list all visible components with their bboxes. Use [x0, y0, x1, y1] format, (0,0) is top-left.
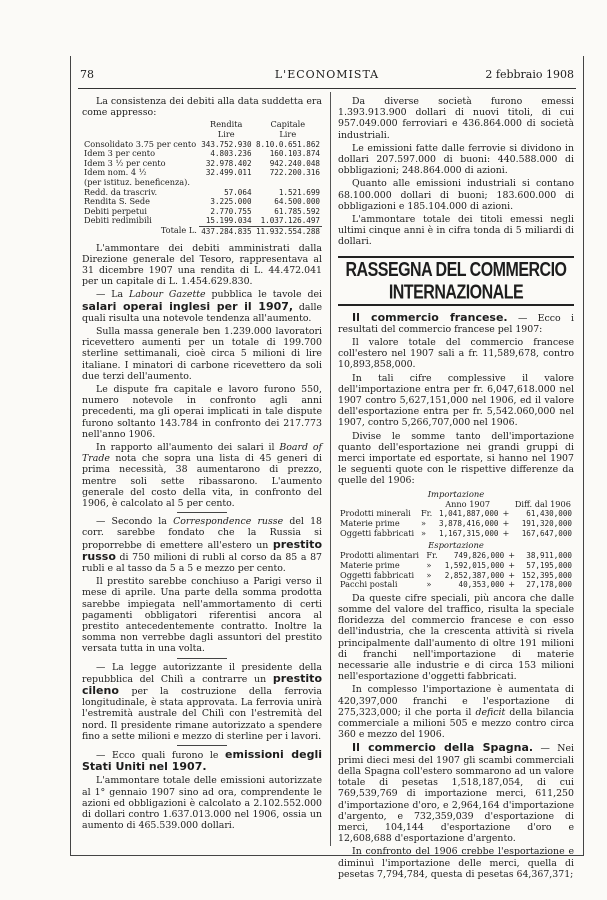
paragraph: L'ammontare totale delle emissioni autorizzate al 1° gennaio 1907 sino ad ora, comprendente le azioni ed obbligazioni è calcolato a 2.102.552.000 di dollari contro 1.637.013.000 nel 1906, ossia un aumento di 465.539.000 dollari. — [82, 775, 322, 832]
spain-commerce-heading: Il commercio della Spagna. — [352, 741, 534, 755]
paragraph: Da queste cifre speciali, più ancora che dalle somme del valore del traffico, risulta la speciale floridezza del commercio francese e con esso dell'industria, che la crescenta attività si rivela principalmente dall'aumento di oltre 191 milioni di franchi nell'importazione di materie necessarie alle industrie e di circa 153 milioni nell'esportazione d'oggetti fabbricati. — [338, 592, 574, 683]
column-divider — [330, 92, 331, 846]
paragraph: In complesso l'importazione è aumentata di 420,397,000 franchi e l'esportazione di 275,323,000; il che porta il deficit della bilancia commerciale a milioni 505 e mezzo contro circa 360 e mezzo del 1906. — [338, 684, 575, 741]
paragraph: — La legge autorizzante il presidente della repubblica del Chilì a contrarre un prestito cileno per la costruzione della ferrovia longitudinale, è stata approvata. La ferrovia unirà l'estremità australe del Chilì con l'estremità del nord. Il presidente rimane autorizzato a spendere fino a sette milioni e mezzo di sterline per i lavori. — [82, 661, 322, 742]
debt-table-header — [82, 120, 322, 139]
table-row: Idem nom. 4 ½ 32.499.011 722.200.316 — [84, 167, 320, 178]
left-column — [82, 96, 322, 833]
paragraph: L'ammontare dei debiti amministrati dalla Direzione generale del Tesoro, rappresentava al 31 dicembre 1907 una rendita di L. 44.472.041 per un capitale di L. 1.454.629.830. — [82, 242, 322, 288]
table-row: Debiti redimibili 15.199.034 1.037.126.497 — [84, 215, 320, 226]
table-row: Pacchi postali » 40,353,000 + 27,178,000 — [340, 579, 572, 590]
header-rule — [78, 88, 576, 89]
paragraph: In confronto del 1906 crebbe l'esportazione e diminuì l'importazione delle merci, quella di pesetas 7,794,784, questa di pesetas 64,367,371; — [338, 846, 574, 880]
paragraph: Il commercio della Spagna. — Nei primi dieci mesi del 1907 gli scambi commerciali della Spagna coll'estero sommarono ad un valore totale di pesetas 1,518,187,054, di cui 769,539,769 di importazione merci, 611,250 d'importazione d'oro, e 2,964,164 d'importazione d'argento, e 732,359,039 d'esportazione di merci, 104,144 d'esportazione d'oro e 12,608,688 d'esportazione d'argento. — [338, 741, 575, 845]
french-commerce-heading: Il commercio francese. — [352, 310, 508, 324]
separator — [177, 745, 227, 746]
table-row: Idem 3 per cento 4.803.236 160.103.874 — [84, 148, 320, 159]
separator — [177, 658, 227, 659]
table-row: Oggetti fabbricati » 2,852,387,000 + 152,395,000 — [340, 569, 572, 580]
table-row: Materie prime » 1,592,015,000 + 57,195,000 — [340, 560, 572, 571]
debt-table — [82, 120, 322, 236]
journal-title: L'ECONOMISTA — [274, 68, 380, 81]
paragraph: Il prestito sarebbe conchiuso a Parigi verso il mese di aprile. Una parte della somma prodotta sarebbe impiegata nell'ammortamento di certi pagamenti obbligatori riferentisi ancora al prestito antecedentemente contratto. Inoltre la somma non verrebbe dagli assuntori del prestito versata tutta in una volta. — [82, 576, 322, 655]
paragraph: Le dispute fra capitale e lavoro furono 550, numero notevole in confronto agli anni precedenti, ma gli operai implicati in tale dispute furono soltanto 143.784 in confronto dei 217.773 nell'anno 1906. — [82, 383, 322, 440]
table-row: Consolidato 3.75 per cento 343.752.930 8.10.0.651.862 — [84, 138, 320, 149]
paragraph: Divise le somme tanto dell'importazione quanto dell'esportazione nei grandi gruppi di merci importate ed esportate, si hanno nel 1907 le seguenti quote con le rispettive differenze da quelle del 1906: — [338, 430, 574, 487]
table-row: Rendita S. Sede 3.225.000 64.500.000 — [84, 196, 320, 207]
table-row: Oggetti fabbricati » 1,167,315,000 + 167,647,000 — [340, 527, 572, 538]
page — [70, 56, 584, 880]
col-capitale: Capitale Lire — [270, 119, 306, 139]
paragraph: In rapporto all'aumento dei salari il Board of Trade nota che sopra una lista di 45 generi di prima necessità, 38 aumentarono di prezzo, mentre soli sette ribassarono. L'aumento generale del costo della vita, in confronto del 1906, è calcolato al 5 per cento. — [82, 441, 322, 509]
paragraph: In tali cifre complessive il valore dell'importazione entra per fr. 6,047,618.000 nel 1907 contro 5,627,151,000 nel 1906, ed il valore dell'esportazione entra per fr. 5,542.060,000 nel 1907, contro 5,266,707,000 nel 1906. — [338, 372, 574, 429]
section-title: RASSEGNA DEL COMMERCIO INTERNAZIONALE — [345, 259, 567, 303]
page-number: 78 — [80, 68, 94, 81]
table-row: Redd. da trascriv. 57.064 1.521.699 — [84, 186, 320, 197]
export-table — [338, 551, 574, 589]
paragraph: Da diverse società furono emessi 1.393.913.900 dollari di nuovi titoli, di cui 957.049.000 ferroviari e 436.864.000 di società industriali. — [338, 96, 574, 141]
page-header — [80, 68, 574, 84]
debt-intro: La consistenza dei debiti alla data suddetta era come appresso: — [82, 96, 322, 119]
paragraph: Quanto alle emissioni industriali si contano 68.100.000 dollari di buoni; 183.600.000 di obbligazioni e 185.104.000 di azioni. — [338, 178, 574, 212]
col-rendita: Rendita Lire — [210, 119, 243, 139]
table-row: Prodotti minerali Fr. 1,041,887,000 + 61,430,000 — [340, 508, 572, 519]
paragraph: — Ecco quali furono le emissioni degli Stati Uniti nel 1907. — [82, 748, 322, 774]
table-total-row: Totale L. 437.284.835 11.932.554.288 — [160, 225, 320, 236]
paragraph: Il valore totale del commercio francese coll'estero nel 1907 sali a fr. 11,589,678, contro 10,893,858,000. — [338, 337, 574, 371]
table-row: Idem 3 ½ per cento 32.978.402 942.240.048 — [84, 157, 320, 168]
separator — [177, 512, 227, 513]
paragraph: Le emissioni fatte dalle ferrovie si dividono in dollari 207.597.000 di buoni: 440.588.000 di obbligazioni; 248.864.000 di azioni. — [338, 142, 574, 177]
table-row: Materie prime » 3,878,416,000 + 191,320,000 — [340, 518, 572, 529]
table-row: Debiti perpetui 2.770.755 61.785.592 — [84, 205, 320, 216]
table-row: Prodotti alimentari Fr. 749,826,000 + 38,911,000 — [340, 550, 572, 561]
import-table — [338, 500, 574, 538]
paragraph: Sulla massa generale ben 1.239.000 lavoratori ricevettero aumenti per un totale di 199.700 sterline settimanali, cioè circa 5 milioni di lire italiane. I minatori di carbone ricevettero da soli due terzi dell'aumento. — [82, 325, 322, 382]
issue-date: 2 febbraio 1908 — [485, 68, 574, 81]
paragraph: Il commercio francese. — Ecco i resultati del commercio francese pel 1907: — [338, 310, 574, 335]
export-label: Esportazione — [428, 540, 484, 551]
paragraph: L'ammontare totale dei titoli emessi negli ultimi cinque anni è in cifra tonda di 5 miliardi di dollari. — [338, 214, 574, 248]
table-row: (per istituz. beneficenza). — [84, 176, 190, 187]
import-label: Importazione — [427, 488, 485, 499]
section-rule — [338, 256, 574, 258]
right-column — [338, 96, 574, 882]
paragraph: — La Labour Gazette pubblica le tavole dei salari operai inglesi per il 1907, dalle quali risulta una notevole tendenza all'aumento. — [82, 289, 323, 324]
paragraph: — Secondo la Correspondence russe del 18 corr. sarebbe fondato che la Russia si proporrebbe di emettere all'estero un prestito russo di 750 milioni di rubli al corso da 85 a 87 rubli e al tasso da 5 a 5 e mezzo per cento. — [82, 516, 322, 575]
import-table-header: Anno 1907 Diff. dal 1906 — [445, 498, 571, 509]
